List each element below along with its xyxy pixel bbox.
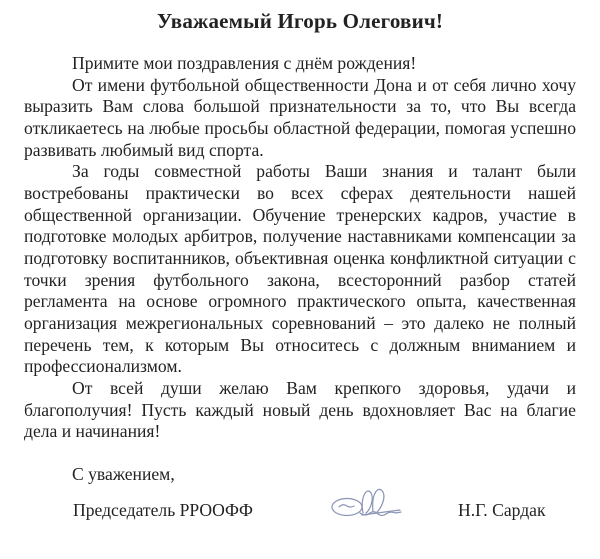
letter-paragraph: От всей души желаю Вам крепкого здоровья, удачи и благополучия! Пусть каждый новый день вдохновляет Вас на благие дела и начинания!	[24, 377, 576, 442]
letter-paragraph: От имени футбольной общественности Дона и от себя лично хочу выразить Вам слова большой признательности за то, что Вы всегда откликаетесь на любые просьбы областной федерации, помогая успешно развивать любимый вид спорта.	[24, 74, 576, 160]
handwritten-signature-icon	[330, 484, 402, 522]
letter-paragraph: Примите мои поздравления с днём рождения!	[72, 53, 417, 73]
signature-block	[24, 500, 576, 540]
signer-position: Председатель РРООФФ	[73, 500, 253, 521]
letter-closing: С уважением,	[72, 463, 175, 484]
letter-paragraph: За годы совместной работы Ваши знания и талант были востребованы практически во всех сферах деятельности нашей общественной организации. Обучение тренерских кадров, участие в подготовке молодых арбитров, получение наставниками компенсации за подготовку воспитанников, объективная оценка конфликтной ситуации с точки зрения футбольного закона, всесторонний разбор статей регламента на основе огромного практического опыта, качественная организация межрегиональных соревнований – это далеко не полный перечень тем, к которым Вы относитесь с должным вниманием и профессионализмом.	[24, 161, 576, 377]
signer-name: Н.Г. Сардак	[458, 500, 546, 521]
letter-title: Уважаемый Игорь Олегович!	[156, 9, 444, 33]
letter-body	[24, 53, 576, 485]
